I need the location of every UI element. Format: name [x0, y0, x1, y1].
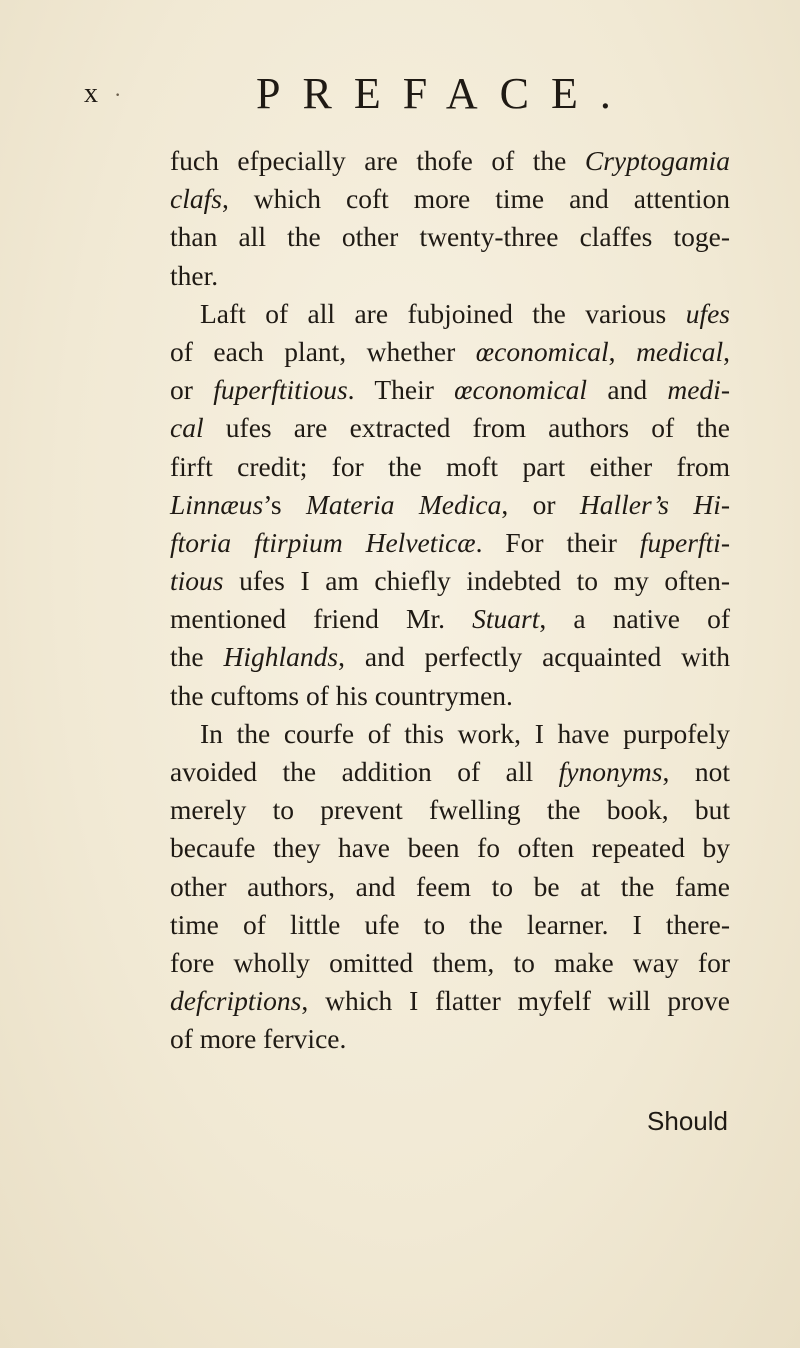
italic-text: fynonyms [558, 756, 663, 787]
text-line [170, 562, 730, 600]
text-segment: ’s [263, 488, 306, 520]
text-segment: ufes are extracted from authors of the [203, 412, 730, 444]
page-number: x [84, 78, 99, 109]
italic-text: Haller’s Hi- [579, 488, 731, 520]
text-segment: . For their [475, 526, 640, 558]
text-segment: time of little ufe to the learner. I there- [170, 908, 730, 940]
italic-text: defcriptions [170, 985, 302, 1017]
text-line [170, 982, 730, 1020]
text-segment: avoided the addition of all [170, 756, 559, 787]
italic-text: cal [170, 412, 204, 444]
italic-text: ufes [685, 297, 730, 329]
text-segment: , a native of [539, 603, 731, 635]
text-line [170, 409, 730, 447]
text-line [170, 524, 730, 562]
text-segment: , or [501, 488, 580, 520]
text-segment: fuch efpecially are thofe of the [170, 145, 585, 176]
italic-text: medical [636, 335, 724, 367]
text-segment: or [170, 374, 214, 406]
text-line [170, 295, 730, 333]
italic-text: Linnæus [170, 488, 264, 520]
text-line [170, 180, 730, 218]
text-segment: ufes I am chiefly indebted to my often- [223, 565, 730, 597]
italic-text: œconomical [475, 335, 609, 367]
catchword-row [170, 1106, 728, 1137]
page-header [0, 68, 800, 118]
italic-text: medi- [667, 374, 730, 406]
text-segment: and [587, 374, 668, 406]
text-line [170, 944, 730, 982]
text-line [170, 677, 730, 715]
text-line [170, 715, 730, 753]
text-segment: the cuftoms of his countrymen. [170, 679, 513, 711]
text-segment: of each plant, whether [170, 335, 476, 367]
text-segment: firft credit; for the moft part either from [170, 450, 730, 482]
text-segment: . Their [347, 374, 455, 406]
text-segment: becaufe they have been fo often repeated by [170, 832, 730, 864]
italic-text: œconomical [454, 374, 588, 406]
text-line [170, 753, 730, 791]
text-segment: , which coft more time and attention [221, 183, 730, 215]
catchword: Should [647, 1106, 728, 1136]
text-segment: , which I flatter myfelf will prove [301, 985, 730, 1017]
text-line [170, 448, 730, 486]
text-segment: , not [662, 756, 731, 787]
text-line [170, 218, 730, 256]
italic-text: clafs [170, 183, 222, 215]
text-segment: of more fervice. [170, 1023, 347, 1055]
text-line [170, 600, 730, 638]
text-line [170, 142, 730, 180]
text-line [170, 906, 730, 944]
text-line [170, 257, 730, 295]
italic-text: Materia Medica [305, 488, 502, 520]
text-line [170, 333, 730, 371]
text-segment: mentioned friend Mr. [170, 603, 473, 635]
text-segment: than all the other twenty-three claffes toge- [170, 221, 730, 253]
text-segment: other authors, and feem to be at the fame [170, 870, 730, 902]
text-line [170, 486, 730, 524]
text-segment: the [170, 641, 224, 673]
text-line [170, 371, 730, 409]
text-segment: , [723, 335, 730, 367]
text-line [170, 1020, 730, 1058]
italic-text: Highlands [223, 641, 339, 673]
text-segment: In the courfe of this work, I have purpofely [200, 717, 730, 749]
text-line [170, 868, 730, 906]
text-line [170, 638, 730, 676]
italic-text: Stuart [472, 603, 540, 635]
italic-text: fuperftitious [213, 374, 348, 406]
italic-text: Cryptogamia [584, 145, 730, 176]
italic-text: tious [170, 565, 224, 597]
text-line [170, 791, 730, 829]
italic-text: fuperfti- [639, 526, 730, 558]
text-segment: , [608, 335, 637, 367]
text-segment: merely to prevent fwelling the book, but [170, 794, 730, 826]
text-line [170, 829, 730, 867]
text-segment: fore wholly omitted them, to make way for [170, 946, 730, 978]
running-head: PREFACE. [256, 69, 633, 118]
text-segment: , and perfectly acquainted with [338, 641, 730, 673]
body-text [170, 142, 730, 1059]
italic-text: ftoria ftirpium Helveticæ [170, 526, 476, 558]
text-segment: ther. [170, 259, 219, 291]
page-number-mark: · [114, 82, 122, 107]
text-segment: Laft of all are fubjoined the various [200, 297, 686, 329]
